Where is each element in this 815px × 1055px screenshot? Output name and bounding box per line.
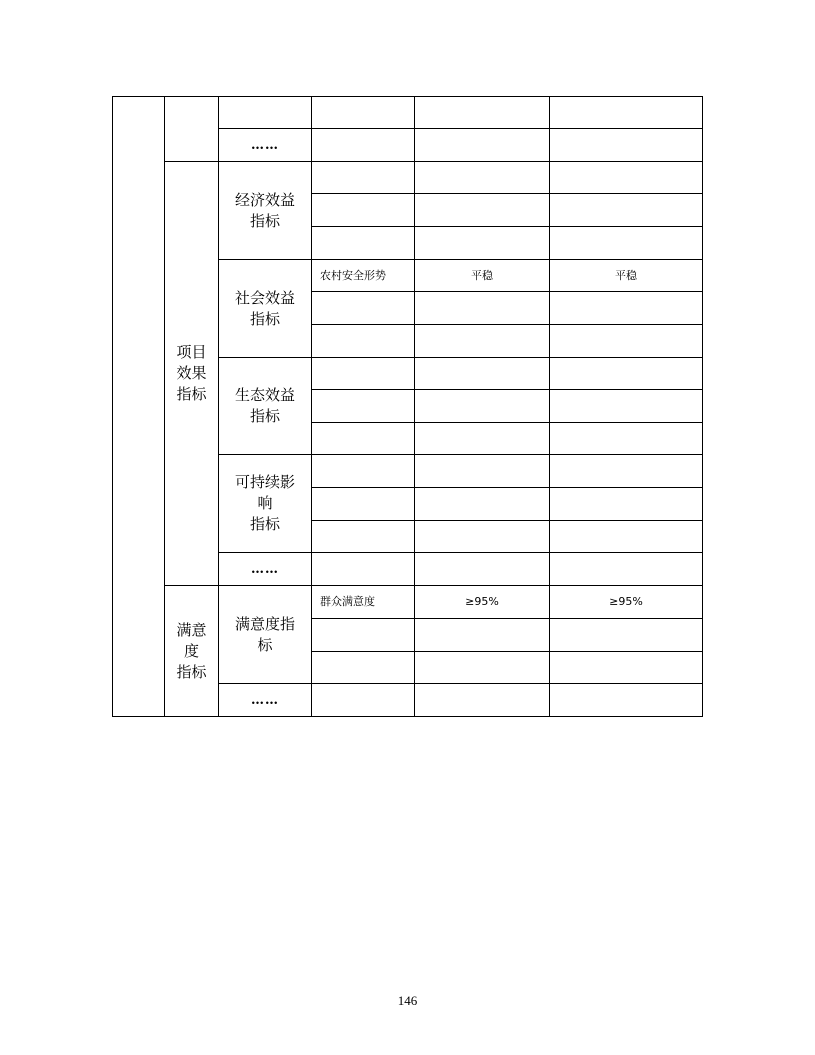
row-divider [311,618,703,619]
row-divider [311,487,703,488]
section-satisfaction-indicators: 满意 度 指标 [176,620,207,681]
table-bottom-border [112,716,703,717]
column-divider [112,96,113,717]
row-divider [311,389,703,390]
page-number: 146 [397,992,418,1008]
category-social-benefit: 社会效益 指标 [234,288,295,328]
column-divider [549,96,550,717]
category-satisfaction: 满意度指 标 [234,614,295,654]
column-divider [702,96,703,717]
category-economic-benefit: 经济效益 指标 [234,190,295,230]
row-divider [311,193,703,194]
row-divider [311,520,703,521]
column-divider [414,96,415,717]
value-public-satisfaction-1: ≥95% [465,595,499,608]
category-sustainable-impact: 可持续影 响 指标 [234,473,295,533]
value-public-satisfaction-2: ≥95% [609,595,643,608]
ellipsis-cell: …… [251,692,279,708]
category-ecological-benefit: 生态效益 指标 [234,386,295,425]
row-divider [311,226,703,227]
ellipsis-cell: …… [251,561,279,577]
section-project-effect-indicators: 项目 效果 指标 [176,343,207,403]
indicator-rural-security: 农村安全形势 [320,268,386,282]
row-divider [311,291,703,292]
row-divider [311,324,703,325]
table-top-border [112,96,703,97]
row-divider [311,422,703,423]
value-rural-security-1: 平稳 [471,268,493,282]
indicator-public-satisfaction: 群众满意度 [320,595,375,608]
value-rural-security-2: 平稳 [615,268,637,282]
ellipsis-cell: …… [251,137,279,153]
row-divider [311,651,703,652]
column-divider [311,96,312,717]
